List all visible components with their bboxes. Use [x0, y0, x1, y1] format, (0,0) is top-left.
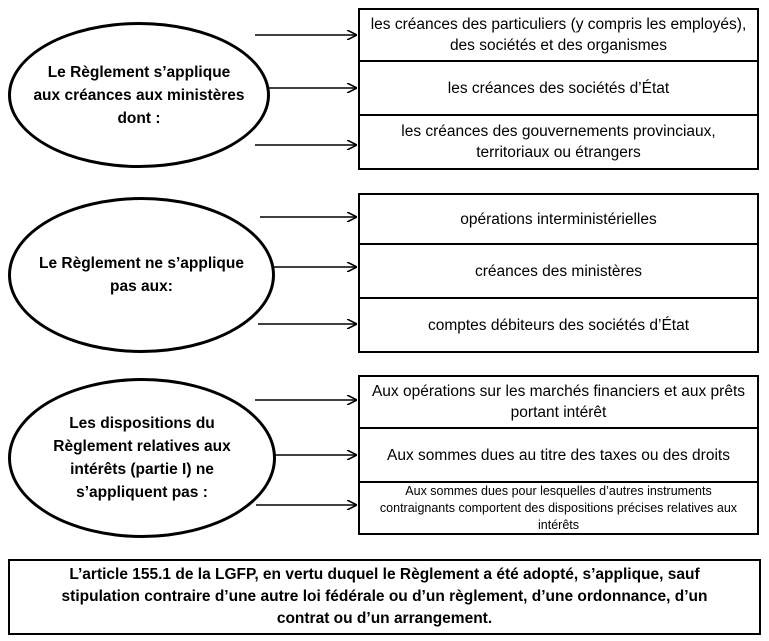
group-2-ellipse: [8, 197, 275, 353]
group-2-item-2: créances des ministères: [358, 243, 759, 299]
group-1-item-1: les créances des particuliers (y compris les employés), des sociétés et des organismes: [358, 8, 759, 62]
footer-note: L’article 155.1 de la LGFP, en vertu duquel le Règlement a été adopté, s’applique, sauf stipulation contraire d’une autre loi fédérale ou d’un règlement, d’une ordonnance, d’un contrat ou d’un arrangement.: [8, 559, 761, 635]
group-2-label: Le Règlement ne s’applique pas aux:: [39, 255, 244, 295]
group-2-item-1: opérations interministérielles: [358, 193, 759, 245]
group-1-ellipse: [8, 22, 270, 168]
group-3-item-2: Aux sommes dues au titre des taxes ou des droits: [358, 427, 759, 483]
group-3-item-1: Aux opérations sur les marchés financiers et aux prêts portant intérêt: [358, 375, 759, 429]
group-1-item-3: les créances des gouvernements provinciaux, territoriaux ou étrangers: [358, 114, 759, 170]
group-1-label: Le Règlement s’applique aux créances aux ministères dont :: [33, 63, 245, 127]
group-1-item-2: les créances des sociétés d’État: [358, 60, 759, 116]
group-2-item-3: comptes débiteurs des sociétés d’État: [358, 297, 759, 353]
group-3-ellipse: [8, 378, 276, 538]
group-3-label: Les dispositions du Règlement relatives aux intérêts (partie I) ne s’appliquent pas :: [53, 415, 231, 501]
group-3-item-3: Aux sommes dues pour lesquelles d’autres instruments contraignants comportent des dispositions précises relatives aux intérêts: [358, 481, 759, 535]
